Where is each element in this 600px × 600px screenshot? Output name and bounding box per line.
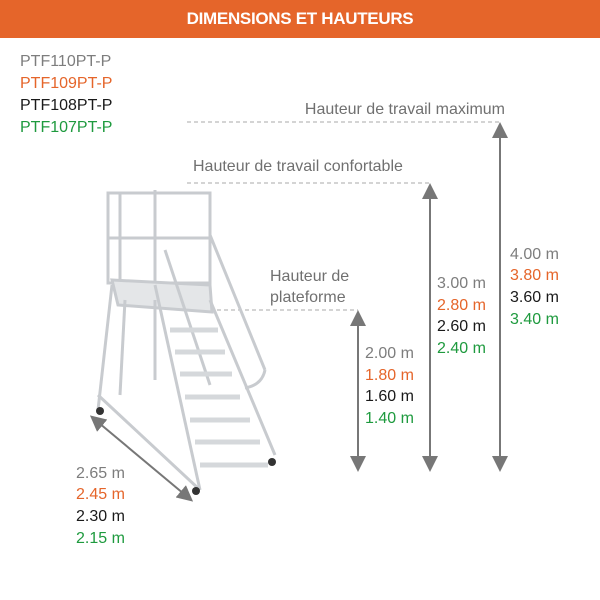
value-ptf107: 2.15 m [76,530,125,547]
model-ptf107: PTF107PT-P [20,119,113,136]
value-ptf108: 2.30 m [76,508,125,525]
value-ptf107: 1.40 m [365,410,414,427]
model-ptf108: PTF108PT-P [20,97,113,114]
value-ptf108: 1.60 m [365,388,414,405]
value-ptf110: 2.00 m [365,345,414,362]
value-ptf109: 2.80 m [437,297,486,314]
value-ptf110: 3.00 m [437,275,486,292]
model-ptf109: PTF109PT-P [20,75,113,92]
value-ptf109: 2.45 m [76,486,125,503]
header-title: DIMENSIONS ET HAUTEURS [186,9,414,28]
value-ptf108: 3.60 m [510,289,559,306]
model-ptf110: PTF110PT-P [20,53,112,70]
platform-height-label-line2: plateforme [270,289,346,306]
value-ptf108: 2.60 m [437,318,486,335]
value-ptf110: 4.00 m [510,246,559,263]
platform-height-label-line1: Hauteur de [270,268,350,285]
ladder-illustration [96,190,276,495]
value-ptf110: 2.65 m [76,465,125,482]
max-height-label: Hauteur de travail maximum [304,101,505,118]
value-ptf107: 3.40 m [510,311,559,328]
value-ptf107: 2.40 m [437,340,486,357]
value-ptf109: 3.80 m [510,267,559,284]
comfort-height-label: Hauteur de travail confortable [193,158,403,175]
value-ptf109: 1.80 m [365,367,414,384]
